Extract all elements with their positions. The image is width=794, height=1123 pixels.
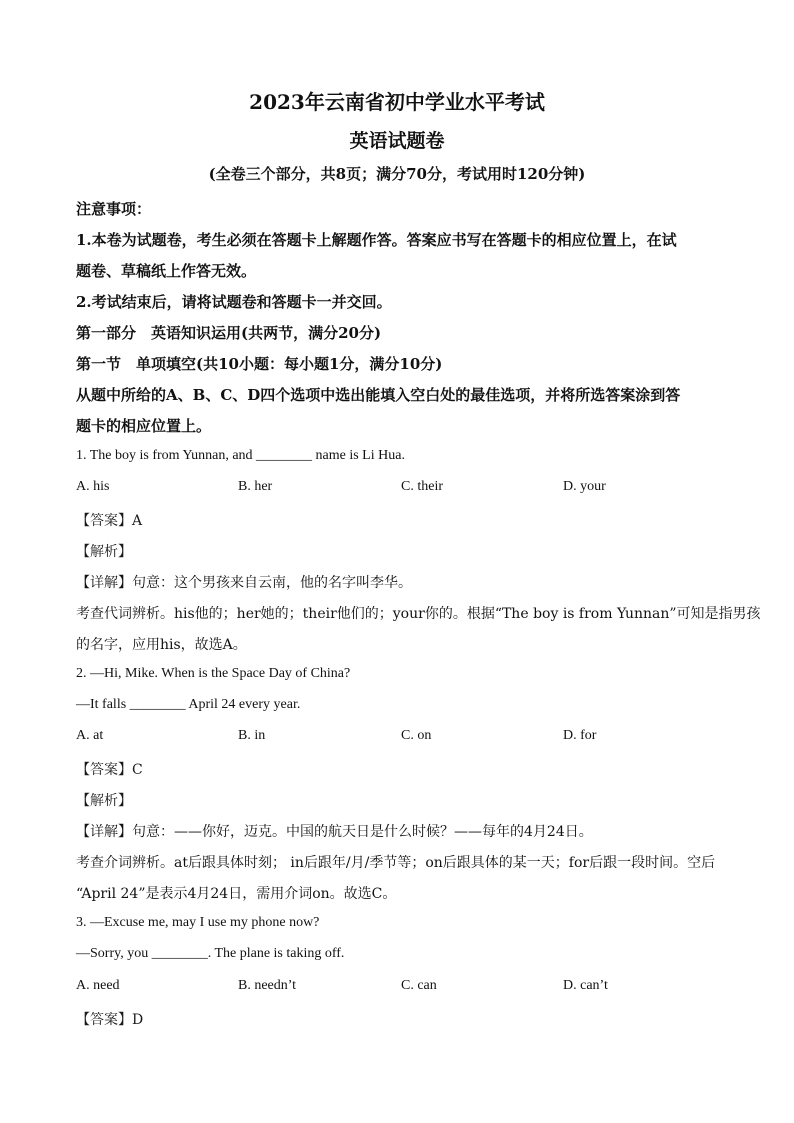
question-1-option-d: D. your [563, 479, 606, 494]
instruction-line-2: 题卡的相应位置上。 [76, 417, 212, 435]
question-3-answer: 【答案】D [76, 1012, 144, 1028]
question-3-stem-line-2: —Sorry, you ________. The plane is taking off. [76, 946, 345, 961]
question-2-option-c: C. on [401, 728, 432, 743]
exam-title: 2023年云南省初中学业水平考试 [249, 90, 545, 114]
question-1-analysis-label: 【解析】 [76, 544, 132, 560]
notes-item-2: 2.考试结束后，请将试题卷和答题卡一并交回。 [76, 293, 392, 311]
question-3-option-c: C. can [401, 978, 437, 993]
question-1-option-a: A. his [76, 479, 110, 494]
exam-info: (全卷三个部分，共8页；满分70分，考试用时120分钟) [208, 165, 586, 183]
question-3-option-d: D. can’t [563, 978, 608, 993]
question-1-option-c: C. their [401, 479, 443, 494]
question-2-stem-line-2: —It falls ________ April 24 every year. [76, 697, 301, 712]
notes-heading: 注意事项： [76, 200, 152, 218]
question-1-option-b: B. her [238, 479, 273, 494]
notes-item-1-line-2: 题卷、草稿纸上作答无效。 [76, 262, 257, 280]
question-2-option-b: B. in [238, 728, 266, 743]
question-2-option-d: D. for [563, 728, 597, 743]
question-2-detail: 【详解】句意：——你好，迈克。中国的航天日是什么时候？——每年的4月24日。 [76, 824, 593, 840]
question-1-stem: 1. The boy is from Yunnan, and ________ name is Li Hua. [76, 448, 405, 463]
part-1-heading: 第一部分 英语知识运用(共两节，满分20分) [76, 324, 382, 342]
question-1-answer: 【答案】A [76, 513, 143, 529]
question-1-explain-line-2: 的名字，应用his，故选A。 [76, 637, 247, 653]
notes-item-1-line-1: 1.本卷为试题卷，考生必须在答题卡上解题作答。答案应书写在答题卡的相应位置上，在试 [76, 231, 677, 249]
question-2-answer: 【答案】C [76, 762, 143, 778]
question-2-explain-line-2: “April 24”是表示4月24日，需用介词on。故选C。 [76, 886, 397, 902]
question-3-option-a: A. need [76, 978, 120, 993]
instruction-line-1: 从题中所给的A、B、C、D四个选项中选出能填入空白处的最佳选项，并将所选答案涂到答 [76, 386, 681, 404]
section-1-heading: 第一节 单项填空(共10小题：每小题1分，满分10分) [76, 355, 443, 373]
question-3-option-b: B. needn’t [238, 978, 297, 993]
question-2-analysis-label: 【解析】 [76, 793, 132, 809]
question-3-stem-line-1: 3. —Excuse me, may I use my phone now? [76, 915, 320, 930]
question-1-detail: 【详解】句意：这个男孩来自云南，他的名字叫李华。 [76, 575, 412, 591]
exam-subtitle: 英语试题卷 [349, 130, 445, 152]
question-1-explain-line-1: 考查代词辨析。his他的；her她的；their他们的；your你的。根据“The boy is from Yunnan”可知是指男孩 [76, 606, 761, 622]
question-2-explain-line-1: 考查介词辨析。at后跟具体时刻； in后跟年/月/季节等；on后跟具体的某一天；for后跟一段时间。空后 [76, 855, 716, 871]
question-2-option-a: A. at [76, 728, 104, 743]
question-2-stem-line-1: 2. —Hi, Mike. When is the Space Day of China? [76, 666, 351, 681]
